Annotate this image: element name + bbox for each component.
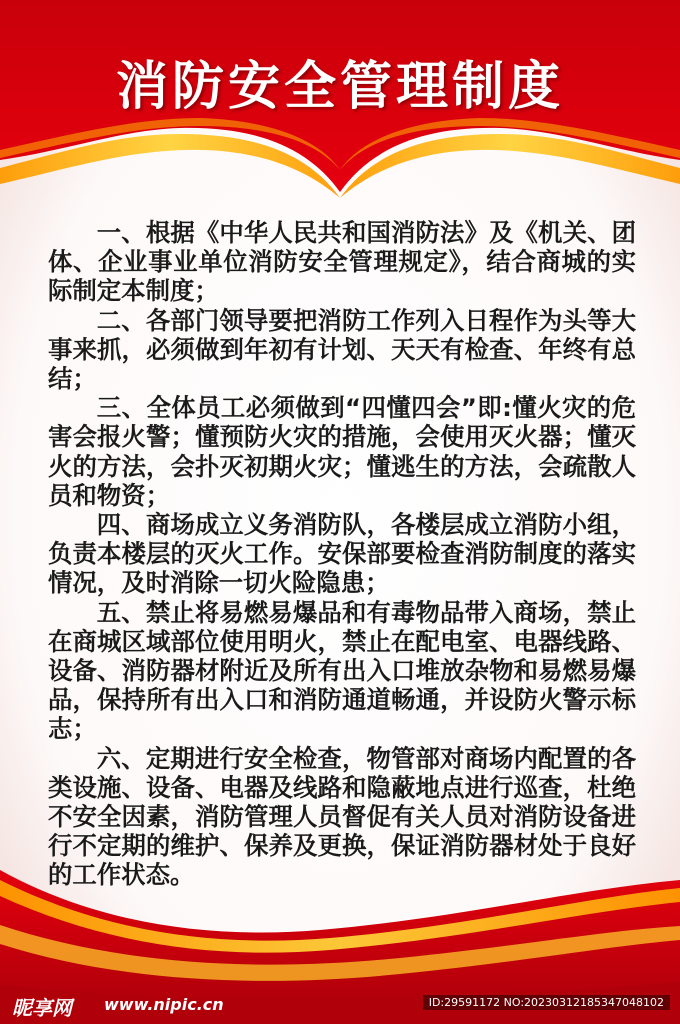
regulation-body [48,218,636,890]
regulation-paragraph-5: 五、禁止将易燃易爆品和有毒物品带入商场，禁止在商城区域部位使用明火，禁止在配电室、电器线路、设备、消防器材附近及所有出入口堆放杂物和易燃易爆品，保持所有出入口和消防通道畅通，并设防火警示标志； [48,597,636,744]
regulation-paragraph-3: 三、全体员工必须做到“四懂四会”即:懂火灾的危害会报火警；懂预防火灾的措施，会使用灭火器；懂灭火的方法，会扑灭初期火灾；懂逃生的方法，会疏散人员和物资； [48,393,636,510]
watermark-logo: 昵享网 [12,996,72,1020]
regulation-paragraph-6: 六、定期进行安全检查，物管部对商场内配置的各类设施、设备、电器及线路和隐蔽地点进行巡查，杜绝不安全因素，消防管理人员督促有关人员对消防设备进行不定期的维护、保养及更换，保证消防器材处于良好的工作状态。 [48,743,636,890]
image-id-label: ID:29591172 NO:20230312185347048102 [423,995,670,1010]
regulation-paragraph-2: 二、各部门领导要把消防工作列入日程作为头等大事来抓，必须做到年初有计划、天天有检查、年终有总结； [48,305,636,394]
page-title: 消防安全管理制度 [115,57,564,117]
regulation-paragraph-4: 四、商场成立义务消防队，各楼层成立消防小组，负责本楼层的灭火工作。安保部要检查消防制度的落实情况，及时消除一切火险隐患； [48,510,636,598]
regulation-paragraph-1: 一、根据《中华人民共和国消防法》及《机关、团体、企业事业单位消防安全管理规定》，结合商城的实际制定本制度； [48,218,636,306]
watermark-url: www.nipic.cn [104,995,224,1014]
